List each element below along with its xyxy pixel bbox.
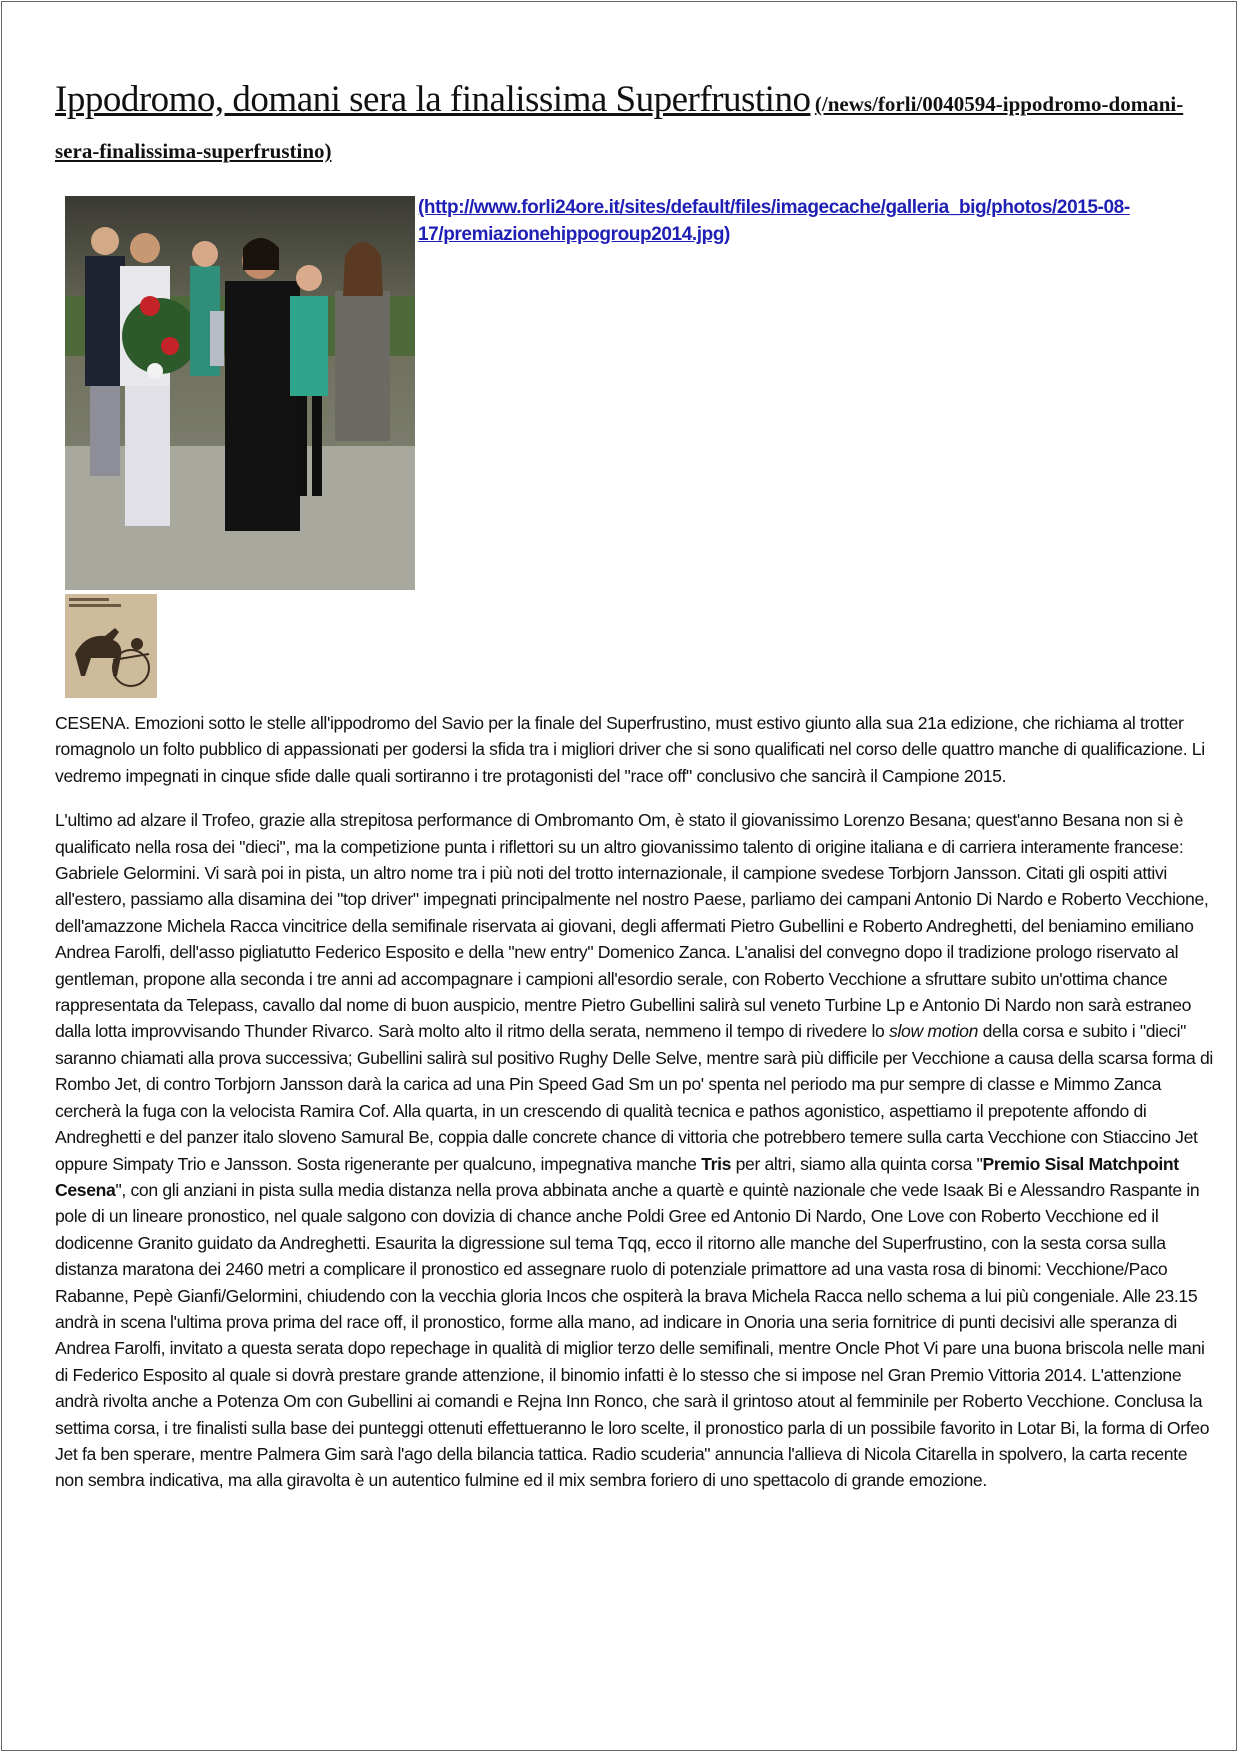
image-url-link[interactable]: (http://www.forli24ore.it/sites/default/files/imagecache/galleria_big/photos/2015-08-17/premiazionehippogroup2014.jpg) (418, 197, 1130, 245)
article-title[interactable]: Ippodromo, domani sera la finalissima Superfrustino (55, 79, 811, 120)
article-body (55, 710, 1215, 1512)
article-url-link[interactable]: (/news/forli/0040594-ippodromo-domani-sera-finalissima-superfrustino) (55, 92, 1184, 163)
tris-bold: Tris (701, 1153, 732, 1174)
paragraph-intro: CESENA. Emozioni sotto le stelle all'ippodromo del Savio per la finale del Superfrustino, must estivo giunto alla sua 21a edizione, che richiama al trotter romagnolo un folto pubblico di appassionati per godersi la sfida tra i migliori driver che si sono qualificati nel corso delle quattro manche di qualificazione. Li vedremo impegnati in cinque sfide dalle quali sortiranno i tre protagonisti del "race off" conclusivo che sancirà il Campione 2015. (55, 713, 1205, 786)
paragraph-main-part-1: L'ultimo ad alzare il Trofeo, grazie alla strepitosa performance di Ombromanto Om, è stato il giovanissimo Lorenzo Besana; quest'anno Besana non si è qualificato nella rosa dei "dieci", ma la competizione punta i riflettori su un altro giovanissimo talento di origine italiana e di carriera interamente francese: Gabriele Gelormini. Vi sarà poi in pista, un altro nome tra i più noti del trotto internazionale, il campione svedese Torbjorn Jansson. Citati gli ospiti attivi all'estero, passiamo alla disamina dei "top driver" impegnati principalmente nel nostro Paese, parliamo dei campani Antonio Di Nardo e Roberto Vecchione, dell'amazzone Michela Racca vincitrice della semifinale riservata ai giovani, degli affermati Pietro Gubellini e Roberto Andreghetti, del beniamino emiliano Andrea Farolfi, dell'asso pigliatutto Federico Esposito e della "new entry" Domenico Zanca. L'analisi del convegno dopo il tradizione prologo riservato al gentleman, propone alla seconda i tre anni ad accompagnare i campioni all'esordio serale, con Roberto Vecchione a sfruttare subito un'ottima chance rappresentata da Telepass, cavallo dal nome di buon auspicio, mentre Pietro Gubellini salirà sul veneto Turbine Lp e Antonio Di Nardo non sarà estraneo dalla lotta improvvisando Thunder Rivarco. Sarà molto alto il ritmo della serata, nemmeno il tempo di rivedere lo (55, 810, 1209, 1042)
paragraph-main-part-3: per altri, siamo alla quinta corsa " (731, 1153, 983, 1174)
thumbnail-image (65, 594, 157, 698)
paragraph-main-part-2: della corsa e subito i "dieci" saranno chiamati alla prova successiva; Gubellini salirà sul positivo Rughy Delle Selve, mentre sarà più difficile per Vecchione a causa della scarsa forma di Rombo Jet, di contro Torbjorn Jansson darà la carica ad una Pin Speed Gad Sm un po' spenta nel periodo ma pur sempre di classe e Mimmo Zanca cercherà la fuga con la velocista Ramira Cof. Alla quarta, in un crescendo di qualità tecnica e pathos agonistico, aspettiamo il prepotente affondo di Andreghetti e del panzer italo sloveno Samural Be, coppia dalle concrete chance di vittoria che potrebbero temere sulla carta Vecchione con Stiaccino Jet oppure Simpaty Trio e Jansson. Sosta rigenerante per qualcuno, impegnativa manche (55, 1021, 1213, 1174)
premio-sisal-bold: Premio Sisal Matchpoint Cesena (55, 1153, 1179, 1200)
article-header (55, 78, 1215, 176)
slow-motion-italic: slow motion (889, 1021, 979, 1042)
photo-image (65, 196, 415, 590)
vintage-harness-racing-thumbnail[interactable] (65, 594, 157, 698)
award-ceremony-photo[interactable] (65, 196, 415, 590)
paragraph-main (55, 807, 1215, 1494)
paragraph-main-part-4: ", con gli anziani in pista sulla media distanza nella prova abbinata anche a quartè e quintè nazionale che vede Isaak Bi e Alessandro Raspante in pole di un lineare pronostico, nel quale salgono con dovizia di chance anche Poldi Gree ed Antonio Di Nardo, One Love con Roberto Vecchione ed il dodicenne Granito guidato da Andreghetti. Esaurita la digressione sul tema Tqq, ecco il ritorno alle manche del Superfrustino, con la sesta corsa sulla distanza maratona dei 2460 metri a complicare il pronostico ed assegnare ruolo di potenziale primattore ad una vasta rosa di binomi: Vecchione/Paco Rabanne, Pepè Gianfi/Gelormini, chiudendo con la vecchia gloria Incos che ospiterà la brava Michela Racca nello schema a lui più congeniale. Alle 23.15 andrà in scena l'ultima prova prima del race off, il pronostico, forme alla mano, ad indicare in Onoria una seria fornitrice di punti decisivi alle speranza di Andrea Farolfi, invitato a questa serata dopo repechage in qualità di miglior terzo delle semifinali, mentre Oncle Phot Vi pare una buona briscola nelle mani di Federico Esposito al quale si dovrà prestare grande attenzione, il binomio infatti è lo stesso che si impose nel Gran Premio Vittoria 2014. L'attenzione andrà rivolta anche a Potenza Om con Gubellini ai comandi e Rejna Inn Ronco, che sarà il grintoso atout al femminile per Roberto Vecchione. Conclusa la settima corsa, i tre finalisti sulla base dei punteggi ottenuti effettueranno le loro scelte, il pronostico parla di un possibile favorito in Lotar Bi, la forma di Orfeo Jet fa ben sperare, mentre Palmera Gim sarà l'ago della bilancia tattica. Radio scuderia" annuncia l'allieva di Nicola Citarella in spolvero, la carta recente non sembra indicativa, ma alla giravolta è un autentico fulmine ed il mix sembra foriero di uno spettacolo di grande emozione. (55, 1179, 1210, 1491)
